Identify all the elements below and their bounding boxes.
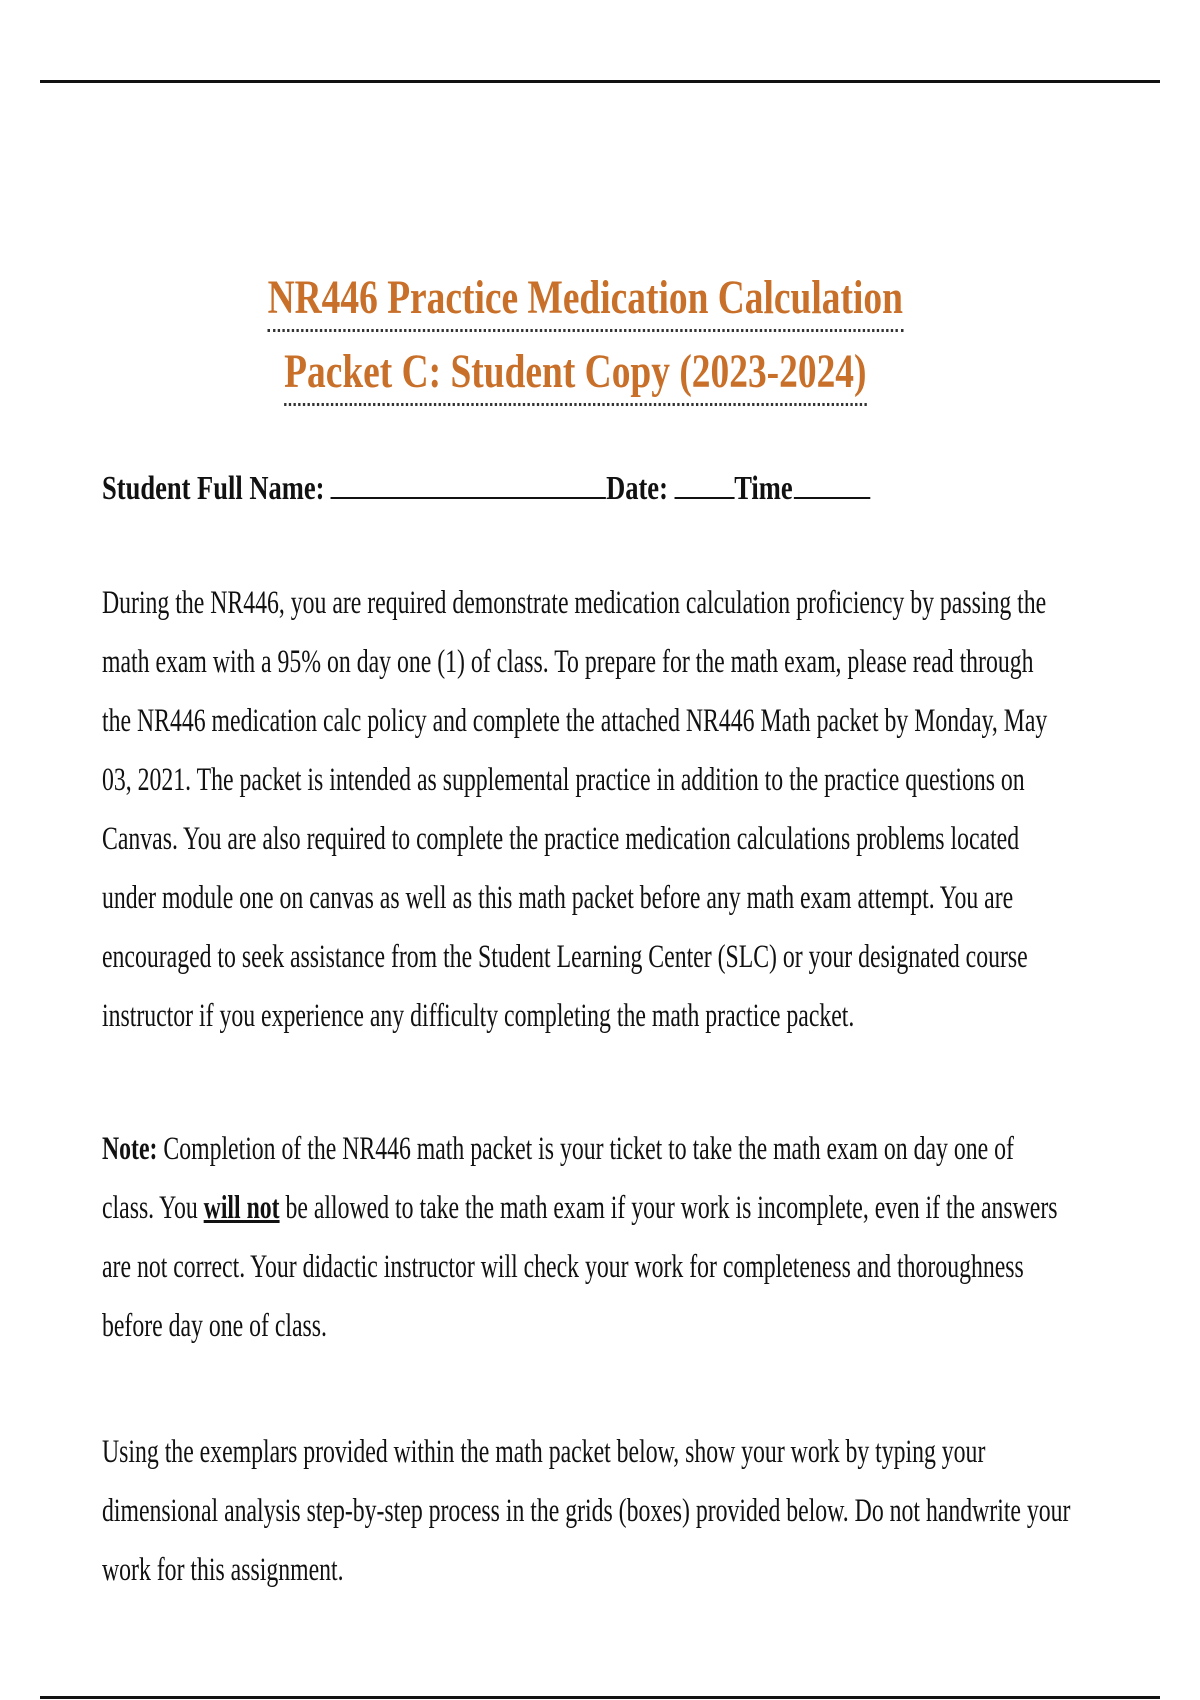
time-label: Time	[734, 470, 793, 507]
note-paragraph	[102, 1120, 1060, 1356]
document-title	[0, 272, 1200, 406]
title-line-2: Packet C: Student Copy (2023-2024)	[284, 346, 866, 406]
note-line-3: are not correct. Your didactic instructor will check your work for completeness and thoroughness	[102, 1249, 1024, 1285]
instructions-line: Using the exemplars provided within the math packet below, show your work by typing your	[102, 1434, 986, 1470]
student-info-row	[102, 470, 871, 508]
date-label: Date:	[606, 470, 668, 507]
note-text: class. You	[102, 1190, 204, 1226]
instructions-line: work for this assignment.	[102, 1552, 344, 1588]
date-blank	[674, 471, 734, 499]
intro-line: the NR446 medication calc policy and complete the attached NR446 Math packet by Monday, May	[102, 703, 1048, 739]
intro-paragraph	[102, 574, 1060, 1046]
instructions-paragraph	[102, 1423, 1071, 1600]
note-emphasis: will not	[203, 1190, 280, 1226]
title-line-1: NR446 Practice Medication Calculation	[267, 272, 902, 332]
note-text: be allowed to take the math exam if your work is incomplete, even if the answers	[279, 1190, 1058, 1226]
note-line-4: before day one of class.	[102, 1308, 327, 1344]
time-blank	[794, 471, 870, 499]
intro-line: During the NR446, you are required demonstrate medication calculation proficiency by passing the	[102, 585, 1047, 621]
intro-line: under module one on canvas as well as this math packet before any math exam attempt. You are	[102, 880, 1014, 916]
instructions-line: dimensional analysis step-by-step process in the grids (boxes) provided below. Do not handwrite your	[102, 1493, 1071, 1529]
note-label: Note:	[102, 1131, 158, 1167]
name-label: Student Full Name:	[102, 470, 325, 507]
note-line-1	[102, 1120, 1060, 1179]
intro-line: Canvas. You are also required to complete the practice medication calculations problems located	[102, 821, 1020, 857]
intro-line: encouraged to seek assistance from the Student Learning Center (SLC) or your designated course	[102, 939, 1028, 975]
name-blank	[331, 471, 606, 499]
top-rule	[40, 80, 1160, 83]
bottom-rule	[40, 1696, 1160, 1699]
note-text: Completion of the NR446 math packet is your ticket to take the math exam on day one of	[157, 1131, 1014, 1167]
intro-line: 03, 2021. The packet is intended as supplemental practice in addition to the practice questions on	[102, 762, 1025, 798]
intro-line: instructor if you experience any difficulty completing the math practice packet.	[102, 998, 855, 1034]
note-line-2	[102, 1179, 1060, 1238]
intro-line: math exam with a 95% on day one (1) of class. To prepare for the math exam, please read through	[102, 644, 1034, 680]
